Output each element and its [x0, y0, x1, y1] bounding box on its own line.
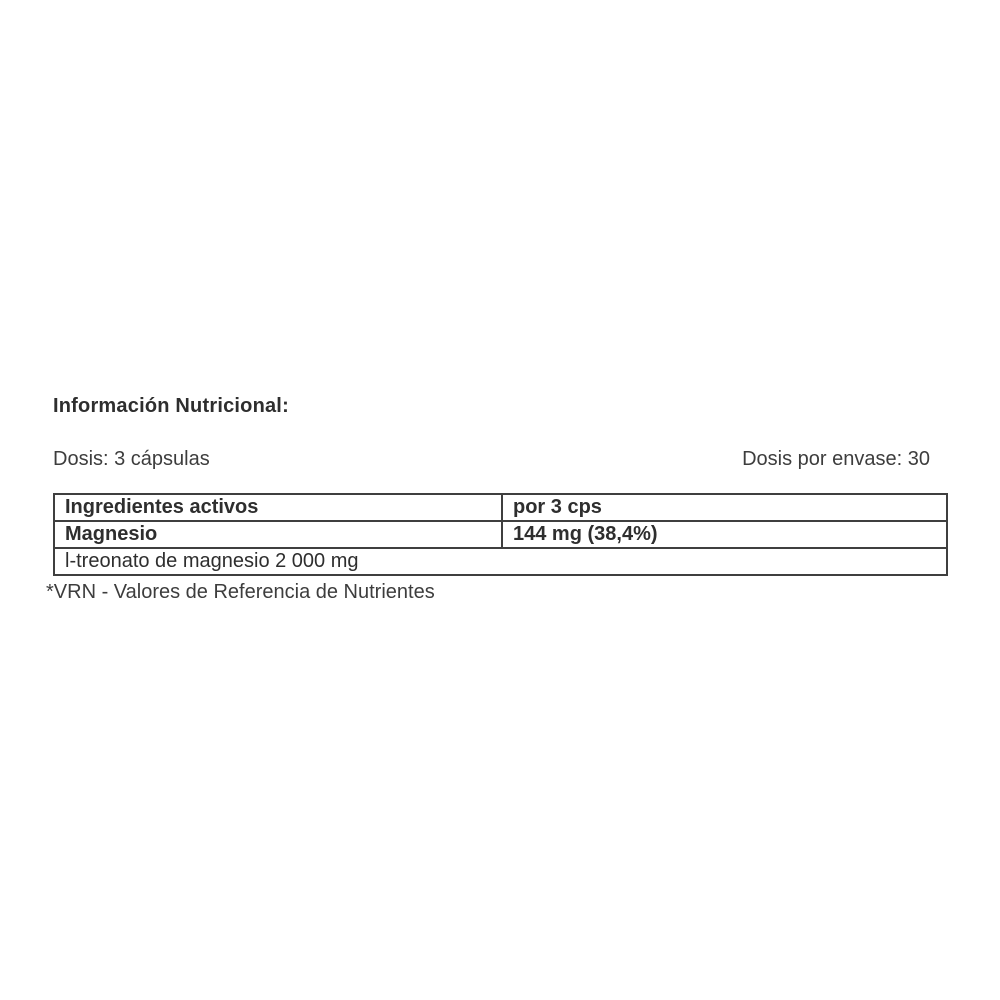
dose-per-serving: Dosis: 3 cápsulas — [53, 448, 210, 470]
ingredient-source-detail: l-treonato de magnesio 2 000 mg — [54, 548, 947, 575]
ingredient-amount: 144 mg (38,4%) — [502, 521, 947, 548]
dose-per-container: Dosis por envase: 30 — [742, 448, 930, 470]
section-title: Información Nutricional: — [53, 395, 289, 417]
dose-row — [53, 447, 948, 471]
ingredient-name: Magnesio — [54, 521, 502, 548]
table-row — [54, 548, 947, 575]
header-per-serving: por 3 cps — [502, 494, 947, 521]
table-row — [54, 521, 947, 548]
header-active-ingredients: Ingredientes activos — [54, 494, 502, 521]
ingredients-table — [53, 493, 948, 576]
nutrition-label — [46, 394, 948, 604]
vrn-footnote: *VRN - Valores de Referencia de Nutrientes — [46, 581, 435, 603]
table-header-row — [54, 494, 947, 521]
